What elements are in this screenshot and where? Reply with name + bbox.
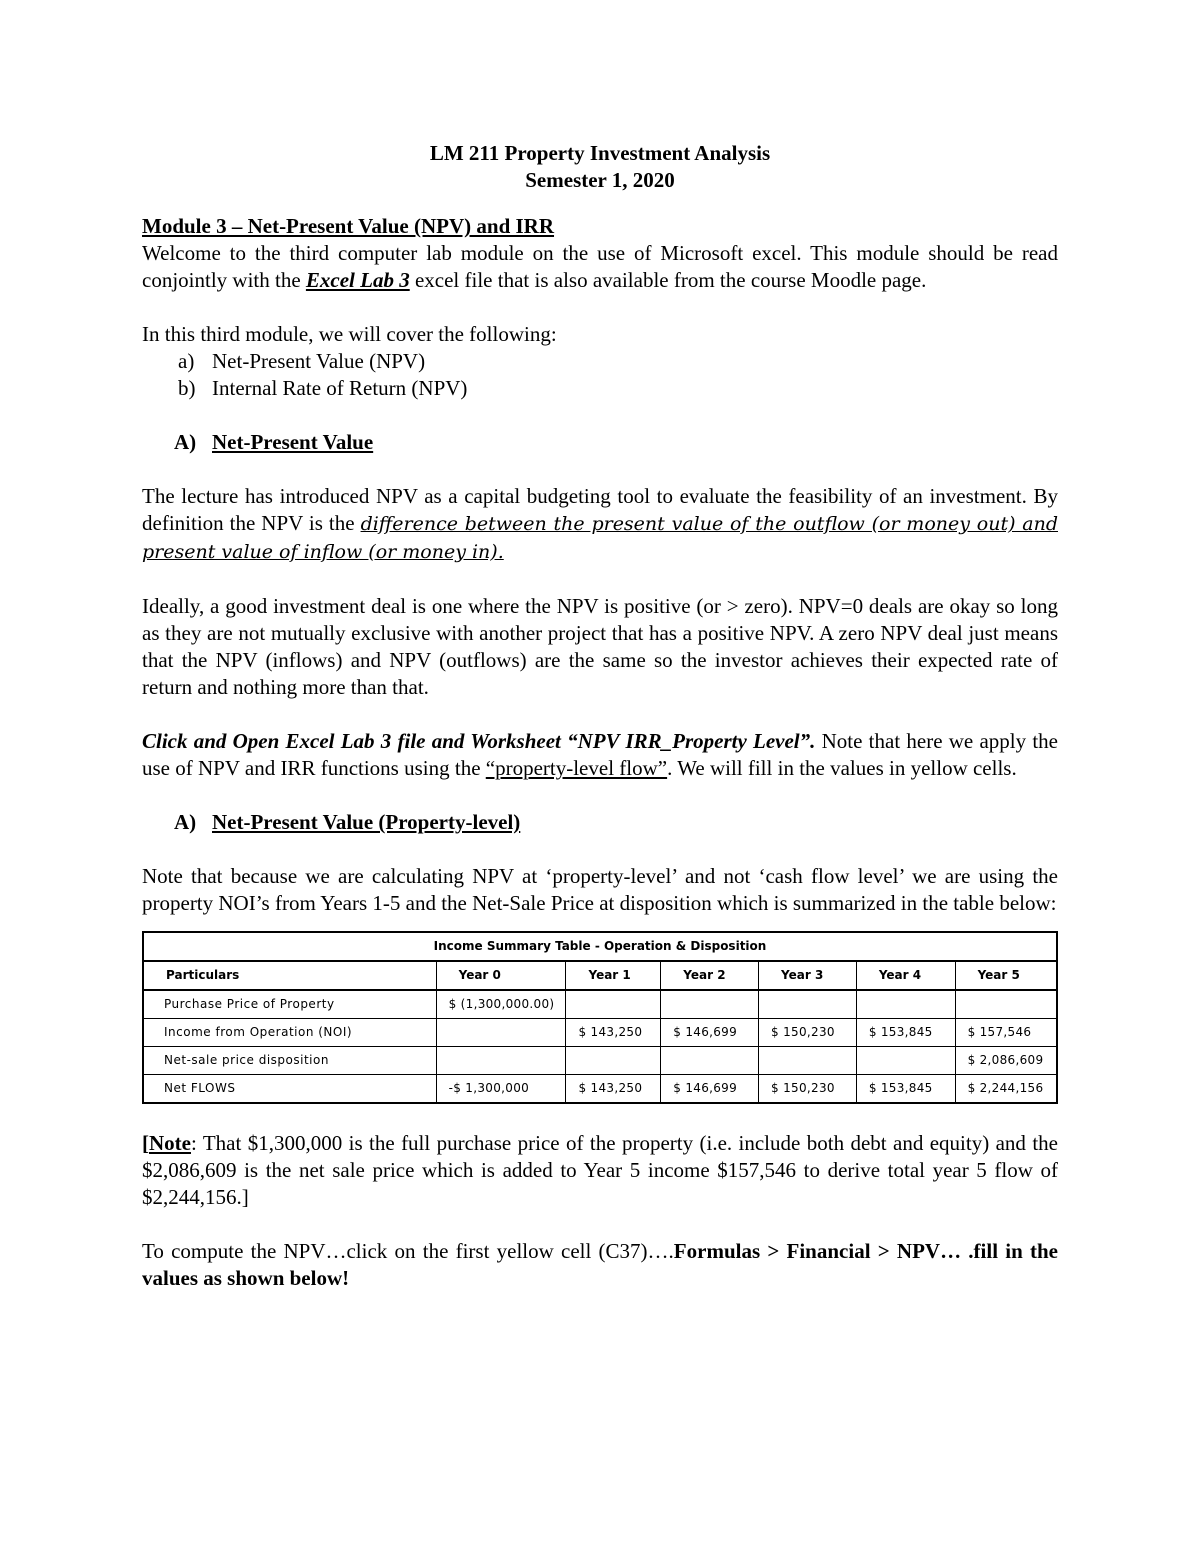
table-cell bbox=[955, 990, 1057, 1019]
list-item bbox=[142, 348, 1058, 375]
income-summary-table bbox=[142, 931, 1058, 1104]
section-label: A) bbox=[174, 430, 197, 454]
table-cell bbox=[566, 1047, 661, 1075]
section-title: Net-Present Value bbox=[212, 430, 374, 454]
table-cell bbox=[856, 1047, 955, 1075]
click-instruction: Click and Open Excel Lab 3 file and Worksheet “NPV IRR_Property Level”. bbox=[142, 729, 816, 753]
table-cell: $ 150,230 bbox=[759, 1019, 857, 1047]
table-header-row bbox=[143, 961, 1057, 990]
table-cell: $ 143,250 bbox=[566, 1075, 661, 1104]
note-body: : That $1,300,000 is the full purchase price of the property (i.e. include both debt and equity) and the $2,086,609 is the net sale price which is added to Year 5 income $157,546 to derive total year 5 flow of $2,244,156.] bbox=[142, 1131, 1058, 1209]
table-cell: -$ 1,300,000 bbox=[436, 1075, 566, 1104]
section-a-heading bbox=[142, 429, 1058, 456]
cover-intro: In this third module, we will cover the following: bbox=[142, 322, 557, 346]
section-title: Net-Present Value (Property-level) bbox=[212, 810, 521, 834]
row-label: Net FLOWS bbox=[143, 1075, 436, 1104]
property-level-note: Note that because we are calculating NPV at ‘property-level’ and not ‘cash flow level’ we are using the property NOI’s from Years 1-5 and the Net-Sale Price at disposition which is summarized in the table below: bbox=[142, 864, 1058, 915]
header-cell: Year 1 bbox=[566, 961, 661, 990]
table-cell bbox=[436, 1047, 566, 1075]
list-item bbox=[142, 375, 1058, 402]
section-b-heading bbox=[142, 809, 1058, 836]
row-label: Net-sale price disposition bbox=[143, 1047, 436, 1075]
module-title: Module 3 – Net-Present Value (NPV) and IRR bbox=[142, 214, 555, 238]
table-cell: $ 153,845 bbox=[856, 1019, 955, 1047]
compute-text: To compute the NPV…click on the first yellow cell (C37)…. bbox=[142, 1239, 674, 1263]
table-cell bbox=[436, 1019, 566, 1047]
ideal-paragraph: Ideally, a good investment deal is one where the NPV is positive (or > zero). NPV=0 deals are okay so long as they are not mutually exclusive with another project that has a positive NPV. A zero NPV deal just means that the NPV (inflows) and NPV (outflows) are the same so the investor achieves their expected rate of return and nothing more than that. bbox=[142, 594, 1058, 699]
table-cell bbox=[661, 990, 759, 1019]
section-label: A) bbox=[174, 810, 197, 834]
lecture-text: The lecture has introduced NPV as a capital budgeting tool to evaluate the feasibility of an investment. By definition the NPV is the bbox=[142, 484, 1058, 535]
property-level-flow-link: “property-level flow” bbox=[485, 756, 668, 780]
table-row bbox=[143, 1019, 1057, 1047]
list-marker: b) bbox=[178, 376, 196, 400]
table-cell bbox=[566, 990, 661, 1019]
header-cell: Year 0 bbox=[436, 961, 566, 990]
course-title: LM 211 Property Investment Analysis bbox=[429, 141, 771, 165]
table-cell bbox=[856, 990, 955, 1019]
semester-title: Semester 1, 2020 bbox=[525, 168, 675, 192]
note-label: Note bbox=[149, 1131, 191, 1155]
header-cell: Year 2 bbox=[661, 961, 759, 990]
table-row bbox=[143, 1047, 1057, 1075]
intro-paragraph bbox=[142, 240, 1058, 294]
table-cell bbox=[759, 990, 857, 1019]
excel-lab-link: Excel Lab 3 bbox=[305, 268, 410, 292]
header-cell: Year 5 bbox=[955, 961, 1057, 990]
header-cell: Particulars bbox=[143, 961, 436, 990]
click-text-b: . We will fill in the values in yellow cells. bbox=[667, 756, 1017, 780]
row-label: Purchase Price of Property bbox=[143, 990, 436, 1019]
npv-definition: difference between the present value of the outflow (or money out) and present value of inflow (or money in). bbox=[142, 513, 1058, 563]
table-row bbox=[143, 1075, 1057, 1104]
table-cell: $ 157,546 bbox=[955, 1019, 1057, 1047]
table-cell bbox=[759, 1047, 857, 1075]
table-cell: $ (1,300,000.00) bbox=[436, 990, 566, 1019]
click-text-a: Note that here we apply the use of NPV and IRR functions using the bbox=[142, 729, 1058, 780]
header-cell: Year 3 bbox=[759, 961, 857, 990]
bracket-open: [ bbox=[142, 1131, 149, 1155]
table-cell: $ 146,699 bbox=[661, 1019, 759, 1047]
table-cell bbox=[661, 1047, 759, 1075]
table-title: Income Summary Table - Operation & Disposition bbox=[143, 932, 1057, 961]
list-text: Internal Rate of Return (NPV) bbox=[212, 376, 468, 400]
table-cell: $ 2,086,609 bbox=[955, 1047, 1057, 1075]
table-cell: $ 153,845 bbox=[856, 1075, 955, 1104]
page-content bbox=[142, 140, 1058, 1292]
compute-instruction: Formulas > Financial > NPV… .fill in the values as shown below! bbox=[142, 1239, 1058, 1290]
lecture-paragraph bbox=[142, 483, 1058, 566]
table-cell: $ 146,699 bbox=[661, 1075, 759, 1104]
table-cell: $ 150,230 bbox=[759, 1075, 857, 1104]
compute-paragraph bbox=[142, 1238, 1058, 1292]
table-cell: $ 2,244,156 bbox=[955, 1075, 1057, 1104]
table-row bbox=[143, 990, 1057, 1019]
list-text: Net-Present Value (NPV) bbox=[212, 349, 426, 373]
table-cell: $ 143,250 bbox=[566, 1019, 661, 1047]
intro-text-b: excel file that is also available from the course Moodle page. bbox=[409, 268, 927, 292]
header-cell: Year 4 bbox=[856, 961, 955, 990]
note-paragraph bbox=[142, 1130, 1058, 1211]
intro-text-a: Welcome to the third computer lab module on the use of Microsoft excel. This module should be read conjointly with the bbox=[142, 241, 1058, 292]
cover-list bbox=[142, 348, 1058, 402]
list-marker: a) bbox=[178, 349, 195, 373]
row-label: Income from Operation (NOI) bbox=[143, 1019, 436, 1047]
click-paragraph bbox=[142, 728, 1058, 782]
